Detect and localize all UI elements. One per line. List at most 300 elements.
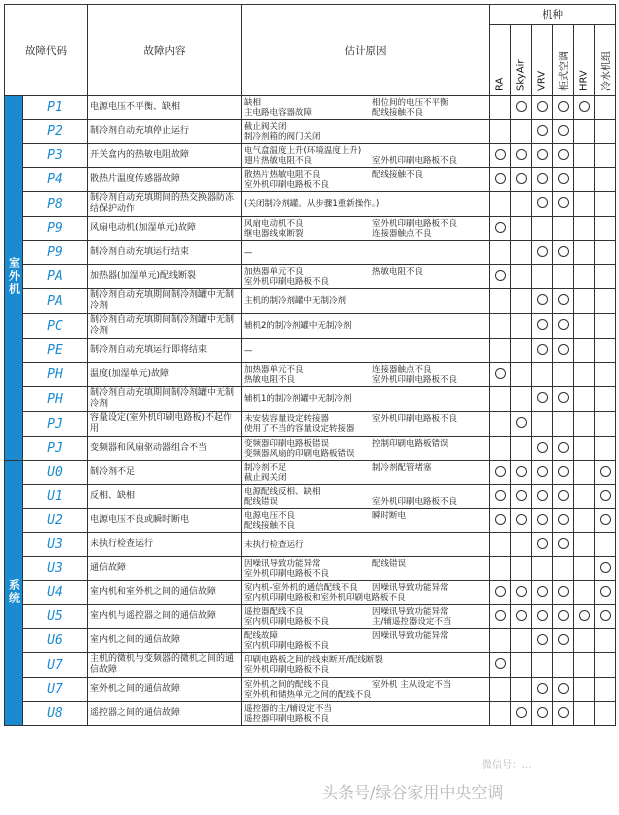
cause-text: 遥控器配线不良 [244, 606, 304, 617]
cause-text: 室外机和储热单元之间的配线不良 [244, 689, 372, 700]
model-applicability-cell [511, 557, 532, 581]
model-applicability-cell [511, 289, 532, 314]
circle-icon [558, 707, 569, 718]
cause-text: 相位间的电压不平衡 [372, 97, 449, 108]
cause-text: 主机的制冷剂罐中无制冷剂 [244, 296, 347, 306]
cause-text [372, 593, 487, 603]
cause-text: — [244, 345, 253, 356]
model-applicability-cell [553, 605, 574, 629]
group-label: 系统 [5, 461, 23, 726]
circle-icon [558, 197, 569, 208]
model-applicability-cell [511, 629, 532, 653]
table-row [5, 289, 616, 314]
fault-content: 室内机与遥控器之间的通信故障 [88, 605, 242, 629]
circle-icon [516, 610, 527, 621]
table-row [5, 581, 616, 605]
fault-cause [242, 702, 490, 726]
cause-text: 配线接触不良 [244, 520, 296, 531]
fault-code: U6 [23, 629, 88, 653]
cause-text: 变频器风扇的印刷电路板错误 [244, 448, 355, 459]
cause-text: — [244, 247, 253, 258]
model-applicability-cell [553, 314, 574, 339]
model-applicability-cell [490, 96, 511, 120]
circle-icon [537, 490, 548, 501]
cause-text: 因噪讯导致功能异常 [244, 558, 321, 569]
fault-code: P9 [23, 241, 88, 265]
model-applicability-cell [532, 412, 553, 437]
header-model-skyair: SkyAir [511, 25, 532, 96]
model-applicability-cell [532, 678, 553, 702]
header-content: 故障内容 [88, 5, 242, 96]
model-applicability-cell [532, 192, 553, 217]
circle-icon [558, 634, 569, 645]
model-applicability-cell [553, 96, 574, 120]
model-applicability-cell [553, 461, 574, 485]
circle-icon [516, 707, 527, 718]
fault-cause [242, 217, 490, 241]
circle-icon [600, 586, 611, 597]
model-applicability-cell [595, 339, 616, 363]
cause-text [372, 132, 487, 142]
model-applicability-cell [595, 363, 616, 387]
cause-text [372, 321, 487, 331]
model-applicability-cell [553, 485, 574, 509]
cause-text: 因噪讯导致功能异常 [372, 582, 449, 593]
model-applicability-cell [553, 363, 574, 387]
fault-cause [242, 653, 490, 678]
cause-text: 辅机1的制冷剂罐中无制冷剂 [244, 394, 352, 404]
circle-icon [558, 538, 569, 549]
model-applicability-cell [511, 412, 532, 437]
model-applicability-cell [595, 605, 616, 629]
model-applicability-cell [532, 557, 553, 581]
model-applicability-cell [595, 678, 616, 702]
table-row [5, 168, 616, 192]
fault-code: U4 [23, 581, 88, 605]
fault-content: 电源电压不良或瞬时断电 [88, 509, 242, 533]
model-applicability-cell [490, 702, 511, 726]
model-applicability-cell [490, 678, 511, 702]
fault-content: 制冷剂自动充填期间制冷剂罐中无制冷剂 [88, 387, 242, 412]
circle-icon [516, 149, 527, 160]
circle-icon [558, 610, 569, 621]
circle-icon [537, 319, 548, 330]
model-applicability-cell [532, 605, 553, 629]
table-row [5, 509, 616, 533]
cause-text [372, 277, 487, 287]
cause-text: 室外机印刷电路板不良 [372, 155, 458, 166]
model-applicability-cell [511, 461, 532, 485]
table-row [5, 241, 616, 265]
fault-code-rows [5, 96, 616, 726]
cause-text: 配线接触不良 [372, 107, 424, 118]
group-label: 室外机 [5, 96, 23, 461]
model-applicability-cell [511, 533, 532, 557]
fault-content: 变频器和风扇驱动器组合不当 [88, 437, 242, 461]
model-applicability-cell [532, 168, 553, 192]
cause-text [372, 473, 487, 483]
model-applicability-cell [574, 241, 595, 265]
cause-text: 室外机印刷电路板不良 [244, 568, 330, 579]
model-applicability-cell [511, 192, 532, 217]
model-applicability-cell [553, 702, 574, 726]
fault-code: PE [23, 339, 88, 363]
fault-content: 加热器(加湿单元)配线断裂 [88, 265, 242, 289]
model-applicability-cell [595, 412, 616, 437]
circle-icon [537, 344, 548, 355]
model-applicability-cell [574, 314, 595, 339]
model-applicability-cell [532, 629, 553, 653]
circle-icon [537, 149, 548, 160]
circle-icon [579, 101, 590, 112]
circle-icon [537, 442, 548, 453]
fault-code-table-container [4, 4, 615, 812]
fault-cause [242, 461, 490, 485]
fault-content: 散热片温度传感器故障 [88, 168, 242, 192]
cause-text: 加热器单元不良 [244, 364, 304, 375]
fault-cause [242, 629, 490, 653]
cause-text: 因噪讯导致功能异常 [372, 606, 449, 617]
table-row [5, 461, 616, 485]
circle-icon [516, 586, 527, 597]
fault-content: 制冷剂自动充填期间的热交换器防冻结保护动作 [88, 192, 242, 217]
cause-text: 室外机印刷电路板不良 [244, 665, 330, 675]
fault-cause [242, 314, 490, 339]
circle-icon [558, 683, 569, 694]
circle-icon [558, 586, 569, 597]
circle-icon [600, 490, 611, 501]
fault-content: 制冷剂自动充填运行结束 [88, 241, 242, 265]
model-applicability-cell [490, 144, 511, 168]
fault-cause [242, 509, 490, 533]
fault-code: U8 [23, 702, 88, 726]
table-row [5, 96, 616, 120]
cause-text [372, 690, 487, 700]
model-applicability-cell [574, 485, 595, 509]
cause-text: 连接器触点不良 [372, 364, 432, 375]
model-applicability-cell [532, 363, 553, 387]
circle-icon [537, 514, 548, 525]
model-applicability-cell [595, 629, 616, 653]
fault-content: 室外机之间的通信故障 [88, 678, 242, 702]
fault-content: 反相、缺相 [88, 485, 242, 509]
circle-icon [537, 538, 548, 549]
circle-icon [558, 173, 569, 184]
model-applicability-cell [574, 120, 595, 144]
model-applicability-cell [490, 314, 511, 339]
fault-code: PC [23, 314, 88, 339]
model-applicability-cell [574, 678, 595, 702]
model-applicability-cell [511, 339, 532, 363]
cause-text [372, 487, 487, 497]
cause-text [372, 248, 487, 258]
fault-code: PH [23, 363, 88, 387]
fault-code: U1 [23, 485, 88, 509]
model-applicability-cell [532, 485, 553, 509]
circle-icon [495, 368, 506, 379]
model-applicability-cell [553, 241, 574, 265]
circle-icon [558, 344, 569, 355]
model-applicability-cell [532, 387, 553, 412]
circle-icon [600, 562, 611, 573]
model-applicability-cell [574, 289, 595, 314]
cause-text: 瞬时断电 [372, 510, 407, 521]
cause-text: 散热片热敏电阻不良 [244, 169, 321, 180]
model-applicability-cell [490, 653, 511, 678]
model-applicability-cell [490, 339, 511, 363]
fault-cause [242, 96, 490, 120]
circle-icon [579, 610, 590, 621]
model-applicability-cell [595, 217, 616, 241]
fault-code: P3 [23, 144, 88, 168]
fault-cause [242, 678, 490, 702]
table-row [5, 533, 616, 557]
cause-text: 配线错误 [244, 496, 279, 507]
cause-text: 翅片热敏电阻不良 [244, 155, 313, 166]
fault-code: P9 [23, 217, 88, 241]
cause-text [372, 394, 487, 404]
fault-content: 室内机和室外机之间的通信故障 [88, 581, 242, 605]
circle-icon [558, 101, 569, 112]
table-row [5, 485, 616, 509]
circle-icon [516, 466, 527, 477]
fault-cause [242, 265, 490, 289]
header-model-ra: RA [490, 25, 511, 96]
fault-content: 制冷剂自动充填期间制冷剂罐中无制冷剂 [88, 314, 242, 339]
cause-text [372, 641, 487, 651]
circle-icon [516, 514, 527, 525]
circle-icon [495, 466, 506, 477]
fault-code: U0 [23, 461, 88, 485]
header-model-vrv: VRV [532, 25, 553, 96]
model-applicability-cell [490, 192, 511, 217]
circle-icon [558, 149, 569, 160]
model-applicability-cell [511, 437, 532, 461]
circle-icon [495, 490, 506, 501]
model-applicability-cell [532, 653, 553, 678]
model-applicability-cell [595, 509, 616, 533]
cause-text [372, 704, 487, 714]
model-applicability-cell [595, 653, 616, 678]
fault-content: 主机的微机与变频器的微机之间的通信故障 [88, 653, 242, 678]
model-applicability-cell [574, 217, 595, 241]
cause-text: 制冷剂不足 [244, 462, 287, 473]
fault-cause [242, 387, 490, 412]
circle-icon [516, 490, 527, 501]
circle-icon [495, 514, 506, 525]
model-applicability-cell [553, 192, 574, 217]
model-applicability-cell [511, 241, 532, 265]
model-applicability-cell [532, 265, 553, 289]
fault-code: PJ [23, 437, 88, 461]
cause-text: 配线故障 [244, 630, 279, 641]
model-applicability-cell [532, 144, 553, 168]
cause-text: 继电器线束断裂 [244, 228, 304, 239]
circle-icon [537, 610, 548, 621]
model-applicability-cell [595, 461, 616, 485]
model-applicability-cell [553, 557, 574, 581]
cause-text: 热敏电阻不良 [372, 266, 424, 277]
table-row [5, 120, 616, 144]
model-applicability-cell [490, 387, 511, 412]
circle-icon [537, 173, 548, 184]
cause-text: 电源配线反相、缺相 [244, 486, 321, 497]
model-applicability-cell [553, 168, 574, 192]
model-applicability-cell [532, 314, 553, 339]
model-applicability-cell [574, 168, 595, 192]
model-applicability-cell [574, 509, 595, 533]
fault-content: 制冷剂自动充填停止运行 [88, 120, 242, 144]
table-row [5, 437, 616, 461]
fault-code: U2 [23, 509, 88, 533]
watermark: 头条号/绿谷家用中央空调 [322, 783, 504, 802]
fault-content: 电源电压不平衡、缺相 [88, 96, 242, 120]
header-cause: 估计原因 [242, 5, 490, 96]
fault-code: U3 [23, 533, 88, 557]
model-applicability-cell [511, 485, 532, 509]
model-applicability-cell [490, 412, 511, 437]
fault-cause [242, 412, 490, 437]
circle-icon [495, 270, 506, 281]
model-applicability-cell [511, 363, 532, 387]
cause-text: 未安装容量设定转接器 [244, 414, 330, 424]
header-code: 故障代码 [5, 5, 88, 96]
model-applicability-cell [595, 265, 616, 289]
cause-text: 变频器印刷电路板错误 [244, 438, 330, 449]
circle-icon [537, 392, 548, 403]
model-applicability-cell [490, 605, 511, 629]
circle-icon [537, 294, 548, 305]
model-applicability-cell [574, 387, 595, 412]
fault-cause [242, 120, 490, 144]
model-applicability-cell [574, 339, 595, 363]
model-applicability-cell [490, 120, 511, 144]
circle-icon [537, 197, 548, 208]
cause-text [372, 521, 487, 531]
cause-text [372, 424, 487, 434]
cause-text [372, 346, 487, 356]
cause-text [372, 180, 487, 190]
cause-text: 连接器触点不良 [372, 228, 432, 239]
model-applicability-cell [574, 461, 595, 485]
table-row [5, 363, 616, 387]
circle-icon [537, 246, 548, 257]
model-applicability-cell [490, 557, 511, 581]
watermark-secondary: 微信号：... [482, 760, 532, 771]
fault-code: U5 [23, 605, 88, 629]
circle-icon [537, 634, 548, 645]
cause-text: 电源电压不良 [244, 510, 296, 521]
cause-text: 因噪讯导致功能异常 [372, 630, 449, 641]
cause-text: 室外机印刷电路板不良 [372, 374, 458, 385]
fault-cause [242, 363, 490, 387]
model-applicability-cell [553, 678, 574, 702]
header-model-hrv: HRV [574, 25, 595, 96]
cause-text [372, 146, 487, 156]
circle-icon [558, 466, 569, 477]
fault-code: PA [23, 265, 88, 289]
circle-icon [537, 683, 548, 694]
circle-icon [516, 101, 527, 112]
fault-content: 未执行检查运行 [88, 533, 242, 557]
fault-code: PJ [23, 412, 88, 437]
model-applicability-cell [574, 605, 595, 629]
fault-content: 温度(加湿单元)故障 [88, 363, 242, 387]
circle-icon [537, 586, 548, 597]
circle-icon [516, 173, 527, 184]
circle-icon [558, 442, 569, 453]
fault-content: 容量设定(室外机印刷电路板)不起作用 [88, 412, 242, 437]
table-row [5, 605, 616, 629]
model-applicability-cell [490, 217, 511, 241]
cause-text: 室外机印刷电路板不良 [244, 179, 330, 190]
model-applicability-cell [595, 144, 616, 168]
cause-text: 室内机印刷电路板和室外机印刷电路板不良 [244, 592, 406, 603]
model-applicability-cell [574, 437, 595, 461]
table-row [5, 339, 616, 363]
model-applicability-cell [553, 120, 574, 144]
cause-text: 主/辅遥控器设定不当 [372, 616, 452, 627]
fault-cause [242, 192, 490, 217]
cause-text [372, 569, 487, 579]
circle-icon [495, 658, 506, 669]
model-applicability-cell [490, 168, 511, 192]
circle-icon [558, 294, 569, 305]
model-applicability-cell [595, 557, 616, 581]
circle-icon [558, 514, 569, 525]
cause-text [372, 655, 487, 665]
circle-icon [495, 586, 506, 597]
circle-icon [558, 125, 569, 136]
model-applicability-cell [595, 485, 616, 509]
circle-icon [558, 319, 569, 330]
circle-icon [558, 490, 569, 501]
fault-content: 室内机之间的通信故障 [88, 629, 242, 653]
fault-code: P8 [23, 192, 88, 217]
model-applicability-cell [511, 605, 532, 629]
model-applicability-cell [574, 653, 595, 678]
model-applicability-cell [574, 629, 595, 653]
model-applicability-cell [553, 581, 574, 605]
fault-code: PH [23, 387, 88, 412]
cause-text: (关闭制冷剂罐。从步骤1重新操作。) [244, 199, 380, 209]
circle-icon [558, 246, 569, 257]
cause-text: 加热器单元不良 [244, 266, 304, 277]
cause-text: 室内机-室外机的通信配线不良 [244, 582, 358, 593]
model-applicability-cell [490, 485, 511, 509]
model-applicability-cell [595, 120, 616, 144]
model-applicability-cell [532, 509, 553, 533]
cause-text: 截止阀关闭 [244, 472, 287, 483]
cause-text: 室内机印刷电路板不良 [244, 616, 330, 627]
model-applicability-cell [553, 339, 574, 363]
model-applicability-cell [532, 437, 553, 461]
model-applicability-cell [595, 581, 616, 605]
table-row [5, 265, 616, 289]
model-applicability-cell [553, 144, 574, 168]
fault-content: 风扇电动机(加湿单元)故障 [88, 217, 242, 241]
model-applicability-cell [511, 96, 532, 120]
model-applicability-cell [595, 192, 616, 217]
circle-icon [495, 610, 506, 621]
cause-text: 室外机印刷电路板不良 [244, 276, 330, 287]
table-row [5, 557, 616, 581]
circle-icon [600, 610, 611, 621]
model-applicability-cell [532, 461, 553, 485]
cause-text: 配线错误 [372, 558, 407, 569]
cause-text: 截止阀关闭 [244, 121, 287, 132]
model-applicability-cell [574, 702, 595, 726]
